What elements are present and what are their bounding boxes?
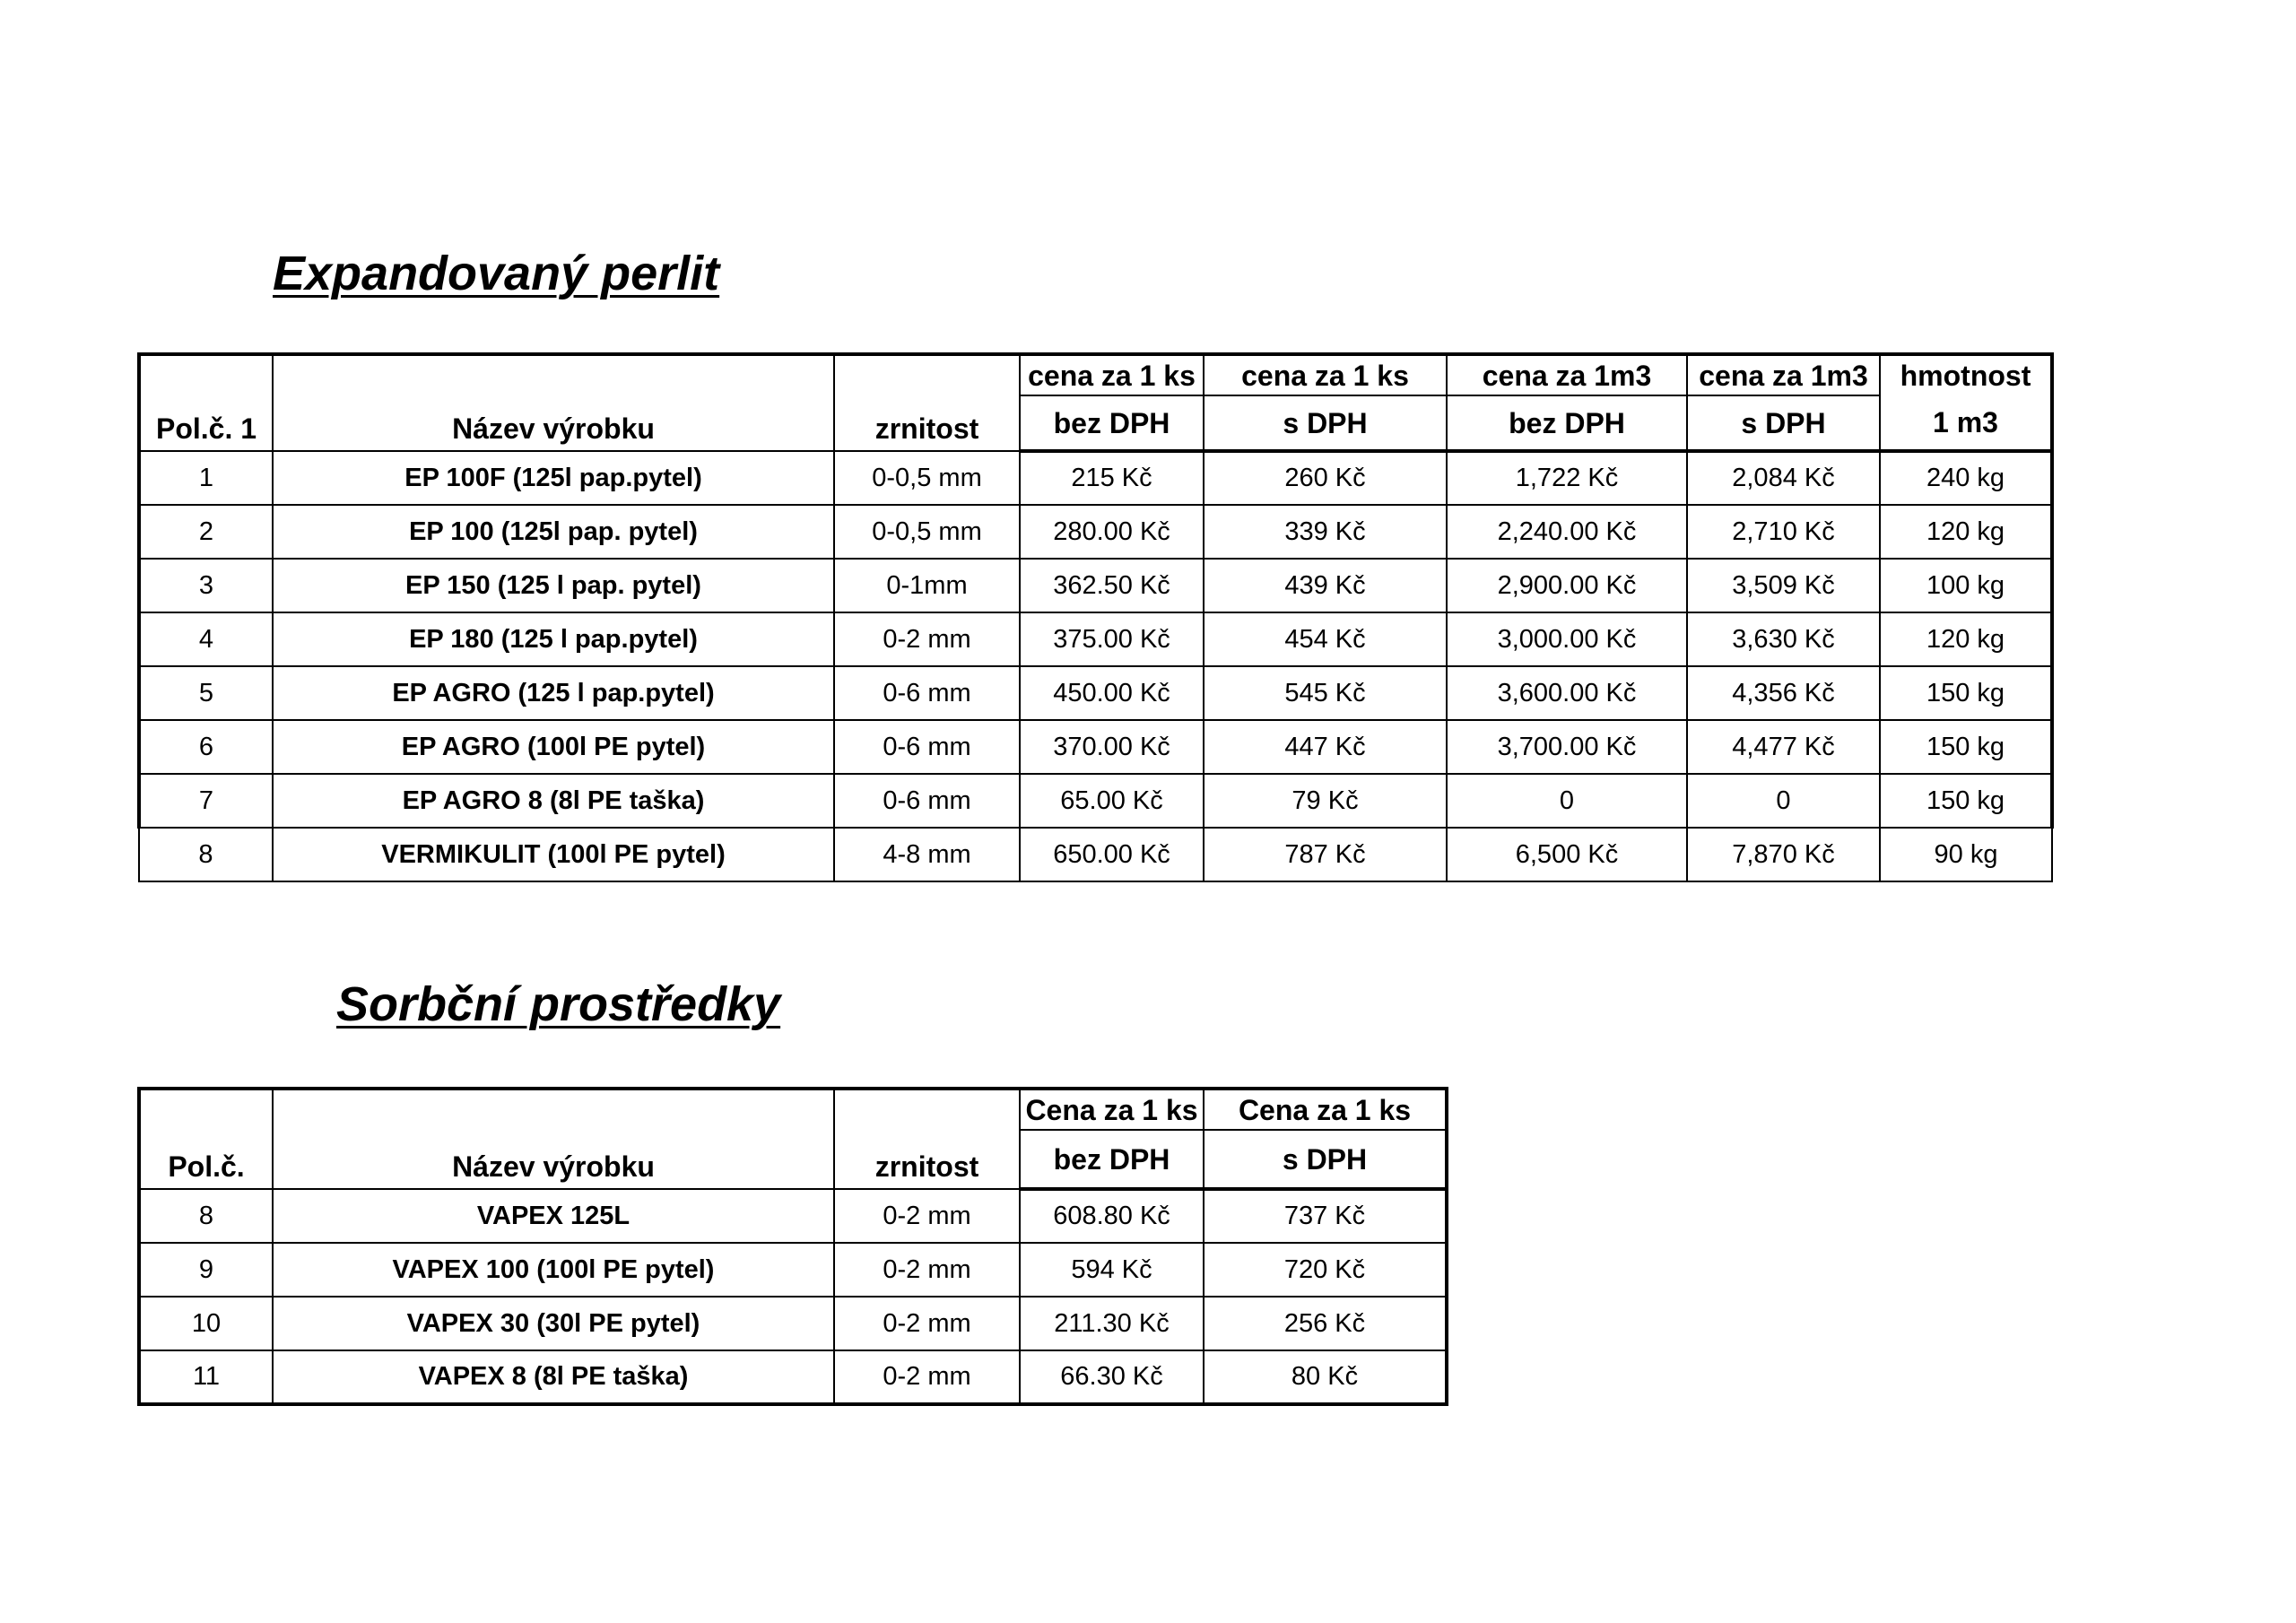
- table-row: [139, 828, 2052, 881]
- cell-pol: 6: [139, 720, 273, 774]
- table-row: [139, 1189, 1447, 1243]
- cell-name: EP AGRO (100l PE pytel): [273, 720, 834, 774]
- cell-weight: 100 kg: [1880, 559, 2052, 612]
- cell-price-piece-vat: 545 Kč: [1204, 666, 1447, 720]
- cell-pol: 11: [139, 1350, 273, 1404]
- cell-price-m3-vat: 2,710 Kč: [1687, 505, 1880, 559]
- cell-pol: 7: [139, 774, 273, 828]
- table-row: [139, 1350, 1447, 1404]
- cell-price-piece-vat: 454 Kč: [1204, 612, 1447, 666]
- header-price-piece-vat-top: cena za 1 ks: [1204, 354, 1447, 395]
- cell-price-piece-vat: 787 Kč: [1204, 828, 1447, 881]
- perlit-price-table: [137, 352, 2054, 882]
- cell-pol: 10: [139, 1297, 273, 1350]
- header-price-m3-no-vat-top: cena za 1m3: [1447, 354, 1687, 395]
- cell-weight: 120 kg: [1880, 505, 2052, 559]
- cell-weight: 120 kg: [1880, 612, 2052, 666]
- cell-price-m3-no-vat: 3,700.00 Kč: [1447, 720, 1687, 774]
- header-price-piece-no-vat-bottom: bez DPH: [1020, 395, 1204, 451]
- cell-grain: 0-2 mm: [834, 1189, 1020, 1243]
- cell-pol: 4: [139, 612, 273, 666]
- cell-price-piece-no-vat: 608.80 Kč: [1020, 1189, 1204, 1243]
- cell-weight: 150 kg: [1880, 774, 2052, 828]
- cell-grain: 0-6 mm: [834, 720, 1020, 774]
- cell-grain: 0-6 mm: [834, 666, 1020, 720]
- cell-price-m3-no-vat: 2,900.00 Kč: [1447, 559, 1687, 612]
- cell-name: VAPEX 125L: [273, 1189, 834, 1243]
- cell-price-m3-no-vat: 3,600.00 Kč: [1447, 666, 1687, 720]
- table-row: [139, 774, 2052, 828]
- cell-weight: 240 kg: [1880, 451, 2052, 505]
- cell-price-piece-no-vat: 650.00 Kč: [1020, 828, 1204, 881]
- header-name: Název výrobku: [273, 354, 834, 451]
- cell-grain: 0-0,5 mm: [834, 505, 1020, 559]
- header-grain: zrnitost: [834, 354, 1020, 451]
- cell-price-piece-no-vat: 362.50 Kč: [1020, 559, 1204, 612]
- cell-grain: 0-2 mm: [834, 1297, 1020, 1350]
- cell-price-piece-vat: 79 Kč: [1204, 774, 1447, 828]
- table-row: [139, 1243, 1447, 1297]
- cell-price-piece-no-vat: 280.00 Kč: [1020, 505, 1204, 559]
- cell-name: VAPEX 8 (8l PE taška): [273, 1350, 834, 1404]
- cell-weight: 150 kg: [1880, 720, 2052, 774]
- cell-grain: 0-2 mm: [834, 1350, 1020, 1404]
- header-price-piece-no-vat-top: cena za 1 ks: [1020, 354, 1204, 395]
- cell-grain: 4-8 mm: [834, 828, 1020, 881]
- cell-pol: 2: [139, 505, 273, 559]
- cell-price-m3-vat: 3,509 Kč: [1687, 559, 1880, 612]
- cell-pol: 8: [139, 828, 273, 881]
- cell-name: EP 150 (125 l pap. pytel): [273, 559, 834, 612]
- cell-price-piece-vat: 339 Kč: [1204, 505, 1447, 559]
- cell-price-m3-no-vat: 2,240.00 Kč: [1447, 505, 1687, 559]
- header-price-m3-no-vat-bottom: bez DPH: [1447, 395, 1687, 451]
- header-price-m3-vat-top: cena za 1m3: [1687, 354, 1880, 395]
- header-pol: Pol.č.: [139, 1089, 273, 1189]
- header-weight-top: hmotnost: [1880, 354, 2052, 395]
- cell-name: EP AGRO 8 (8l PE taška): [273, 774, 834, 828]
- header-price-piece-no-vat-bottom: bez DPH: [1020, 1130, 1204, 1189]
- cell-pol: 1: [139, 451, 273, 505]
- cell-name: VERMIKULIT (100l PE pytel): [273, 828, 834, 881]
- cell-price-m3-vat: 0: [1687, 774, 1880, 828]
- cell-price-piece-no-vat: 370.00 Kč: [1020, 720, 1204, 774]
- cell-price-piece-vat: 439 Kč: [1204, 559, 1447, 612]
- table-row: [139, 720, 2052, 774]
- table-row: [139, 1297, 1447, 1350]
- header-price-piece-vat-top: Cena za 1 ks: [1204, 1089, 1447, 1130]
- cell-grain: 0-0,5 mm: [834, 451, 1020, 505]
- cell-pol: 9: [139, 1243, 273, 1297]
- cell-grain: 0-2 mm: [834, 1243, 1020, 1297]
- cell-price-m3-vat: 2,084 Kč: [1687, 451, 1880, 505]
- cell-name: EP 180 (125 l pap.pytel): [273, 612, 834, 666]
- cell-price-piece-no-vat: 375.00 Kč: [1020, 612, 1204, 666]
- cell-name: VAPEX 100 (100l PE pytel): [273, 1243, 834, 1297]
- cell-price-piece-no-vat: 215 Kč: [1020, 451, 1204, 505]
- section-title-perlit: Expandovaný perlit: [273, 247, 720, 300]
- header-grain: zrnitost: [834, 1089, 1020, 1189]
- cell-name: EP AGRO (125 l pap.pytel): [273, 666, 834, 720]
- cell-price-piece-vat: 260 Kč: [1204, 451, 1447, 505]
- cell-price-m3-no-vat: 0: [1447, 774, 1687, 828]
- cell-pol: 8: [139, 1189, 273, 1243]
- sorbents-price-table: [137, 1087, 1448, 1406]
- cell-pol: 3: [139, 559, 273, 612]
- header-weight-bottom: 1 m3: [1880, 395, 2052, 451]
- cell-price-m3-no-vat: 6,500 Kč: [1447, 828, 1687, 881]
- header-price-piece-vat-bottom: s DPH: [1204, 395, 1447, 451]
- table-row: [139, 612, 2052, 666]
- cell-name: EP 100F (125l pap.pytel): [273, 451, 834, 505]
- cell-price-m3-vat: 7,870 Kč: [1687, 828, 1880, 881]
- cell-price-piece-vat: 447 Kč: [1204, 720, 1447, 774]
- header-price-piece-vat-bottom: s DPH: [1204, 1130, 1447, 1189]
- cell-price-m3-vat: 4,477 Kč: [1687, 720, 1880, 774]
- header-name: Název výrobku: [273, 1089, 834, 1189]
- cell-price-m3-no-vat: 3,000.00 Kč: [1447, 612, 1687, 666]
- table-row: [139, 666, 2052, 720]
- cell-grain: 0-2 mm: [834, 612, 1020, 666]
- cell-price-piece-no-vat: 65.00 Kč: [1020, 774, 1204, 828]
- cell-name: VAPEX 30 (30l PE pytel): [273, 1297, 834, 1350]
- cell-grain: 0-6 mm: [834, 774, 1020, 828]
- cell-price-piece-vat: 737 Kč: [1204, 1189, 1447, 1243]
- cell-name: EP 100 (125l pap. pytel): [273, 505, 834, 559]
- cell-price-piece-vat: 80 Kč: [1204, 1350, 1447, 1404]
- cell-price-m3-vat: 3,630 Kč: [1687, 612, 1880, 666]
- cell-price-m3-no-vat: 1,722 Kč: [1447, 451, 1687, 505]
- cell-pol: 5: [139, 666, 273, 720]
- cell-weight: 150 kg: [1880, 666, 2052, 720]
- section-title-sorbents: Sorbční prostředky: [336, 977, 781, 1031]
- cell-price-piece-no-vat: 211.30 Kč: [1020, 1297, 1204, 1350]
- cell-price-piece-vat: 256 Kč: [1204, 1297, 1447, 1350]
- cell-price-piece-no-vat: 450.00 Kč: [1020, 666, 1204, 720]
- header-price-m3-vat-bottom: s DPH: [1687, 395, 1880, 451]
- header-pol: Pol.č. 1: [139, 354, 273, 451]
- table-row: [139, 451, 2052, 505]
- cell-price-piece-no-vat: 66.30 Kč: [1020, 1350, 1204, 1404]
- table-row: [139, 505, 2052, 559]
- header-price-piece-no-vat-top: Cena za 1 ks: [1020, 1089, 1204, 1130]
- cell-grain: 0-1mm: [834, 559, 1020, 612]
- table-row: [139, 559, 2052, 612]
- cell-weight: 90 kg: [1880, 828, 2052, 881]
- cell-price-m3-vat: 4,356 Kč: [1687, 666, 1880, 720]
- cell-price-piece-no-vat: 594 Kč: [1020, 1243, 1204, 1297]
- cell-price-piece-vat: 720 Kč: [1204, 1243, 1447, 1297]
